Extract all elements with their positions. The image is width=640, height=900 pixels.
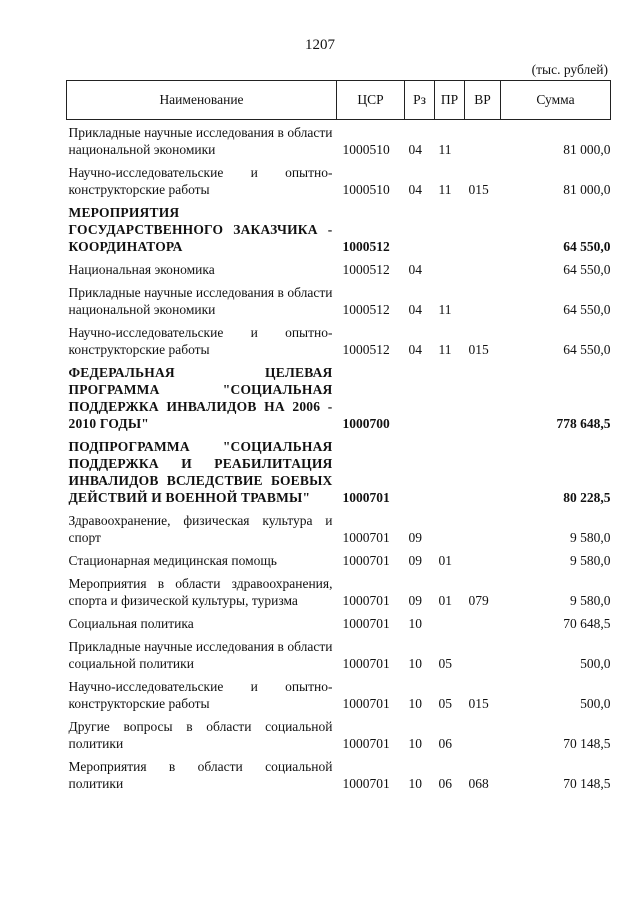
row-csr: 1000701 [342,553,390,568]
table-body [67,120,611,795]
row-rz: 10 [408,616,422,631]
row-sum: 64 550,0 [563,262,611,277]
row-rz: 09 [408,553,422,568]
row-pr [435,360,465,434]
row-vr [465,200,501,257]
row-sum: 81 000,0 [563,182,611,197]
row-pr [435,611,465,634]
table-row [67,611,611,634]
row-csr: 1000512 [342,302,390,317]
table-row [67,257,611,280]
row-vr [465,714,501,754]
row-sum: 500,0 [580,696,611,711]
row-csr: 1000701 [342,490,390,505]
row-rz [405,360,435,434]
row-vr [465,508,501,548]
row-name: МЕРОПРИЯТИЯ ГОСУДАРСТВЕННОГО ЗАКАЗЧИКА - КООРДИНАТОРА [68,205,333,254]
row-vr [465,120,501,161]
row-name: Социальная политика [68,616,194,631]
table-row [67,714,611,754]
row-sum: 9 580,0 [570,553,611,568]
table-row [67,360,611,434]
row-csr: 1000701 [342,776,390,791]
row-pr: 11 [438,142,452,157]
row-vr [465,257,501,280]
row-vr [465,634,501,674]
row-name: Мероприятия в области социальной политики [68,759,333,791]
row-name: Научно-исследовательские и опытно-конструкторские работы [68,679,333,711]
table-row [67,508,611,548]
header-vr: ВР [465,81,501,120]
row-rz: 10 [408,656,422,671]
row-sum: 64 550,0 [563,302,611,317]
row-csr: 1000512 [342,262,390,277]
row-sum: 81 000,0 [563,142,611,157]
row-name: Прикладные научные исследования в области национальной экономики [68,125,333,157]
row-vr [465,611,501,634]
row-rz [405,434,435,508]
row-vr [465,548,501,571]
row-pr: 06 [438,776,452,791]
header-csr: ЦСР [337,81,405,120]
table-row [67,320,611,360]
row-vr: 015 [468,342,489,357]
row-rz: 04 [408,342,422,357]
row-rz [405,200,435,257]
row-pr: 05 [438,656,452,671]
row-pr: 01 [438,553,452,568]
row-csr: 1000701 [342,736,390,751]
row-pr: 06 [438,736,452,751]
row-sum: 778 648,5 [556,416,611,431]
table-row [67,754,611,794]
units-label: (тыс. рублей) [531,62,608,77]
row-name: Стационарная медицинская помощь [68,553,277,568]
table-row [67,571,611,611]
row-rz: 09 [408,530,422,545]
row-sum: 9 580,0 [570,593,611,608]
row-rz: 10 [408,776,422,791]
row-name: Прикладные научные исследования в области национальной экономики [68,285,333,317]
row-pr: 11 [438,342,452,357]
row-csr: 1000701 [342,593,390,608]
budget-table [66,80,611,794]
row-sum: 500,0 [580,656,611,671]
row-rz: 09 [408,593,422,608]
table-row [67,280,611,320]
row-vr: 079 [468,593,489,608]
row-vr [465,360,501,434]
row-pr [435,434,465,508]
row-vr: 068 [468,776,489,791]
row-vr [465,280,501,320]
row-rz: 10 [408,696,422,711]
row-name: Другие вопросы в области социальной политики [68,719,333,751]
row-name: ФЕДЕРАЛЬНАЯ ЦЕЛЕВАЯ ПРОГРАММА "СОЦИАЛЬНАЯ ПОДДЕРЖКА ИНВАЛИДОВ НА 2006 - 2010 ГОДЫ" [68,365,333,431]
header-pr: ПР [435,81,465,120]
row-pr [435,508,465,548]
table-row [67,634,611,674]
row-csr: 1000510 [342,142,390,157]
row-name: Научно-исследовательские и опытно-конструкторские работы [68,165,333,197]
row-rz: 04 [408,302,422,317]
row-vr [465,434,501,508]
table-row [67,674,611,714]
row-csr: 1000701 [342,616,390,631]
row-csr: 1000701 [342,656,390,671]
row-name: Национальная экономика [68,262,215,277]
row-rz: 04 [408,142,422,157]
table-row [67,200,611,257]
header-sum: Сумма [501,81,611,120]
row-sum: 64 550,0 [563,239,611,254]
row-csr: 1000701 [342,530,390,545]
row-name: Научно-исследовательские и опытно-конструкторские работы [68,325,333,357]
row-csr: 1000700 [342,416,390,431]
row-name: Прикладные научные исследования в области социальной политики [68,639,333,671]
row-csr: 1000701 [342,696,390,711]
table-row [67,160,611,200]
row-pr: 11 [438,182,452,197]
row-vr: 015 [468,696,489,711]
row-csr: 1000510 [342,182,390,197]
table-header [67,81,611,120]
table-row [67,434,611,508]
row-pr [435,200,465,257]
table-row [67,120,611,161]
row-pr: 01 [438,593,452,608]
header-name: Наименование [67,81,337,120]
row-rz: 04 [408,262,422,277]
row-rz: 04 [408,182,422,197]
row-sum: 80 228,5 [563,490,611,505]
row-vr: 015 [468,182,489,197]
row-pr: 11 [438,302,452,317]
row-sum: 64 550,0 [563,342,611,357]
row-sum: 70 148,5 [563,776,611,791]
row-sum: 70 648,5 [563,616,611,631]
table-row [67,548,611,571]
row-rz: 10 [408,736,422,751]
page-number: 1207 [305,37,335,53]
header-rz: Рз [405,81,435,120]
row-pr: 05 [438,696,452,711]
row-sum: 9 580,0 [570,530,611,545]
row-pr [435,257,465,280]
row-name: ПОДПРОГРАММА "СОЦИАЛЬНАЯ ПОДДЕРЖКА И РЕАБИЛИТАЦИЯ ИНВАЛИДОВ ВСЛЕДСТВИЕ БОЕВЫХ ДЕЙСТВИЙ И ВОЕННОЙ ТРАВМЫ" [68,439,333,505]
row-csr: 1000512 [342,239,390,254]
row-sum: 70 148,5 [563,736,611,751]
row-csr: 1000512 [342,342,390,357]
row-name: Здравоохранение, физическая культура и спорт [68,513,333,545]
row-name: Мероприятия в области здравоохранения, спорта и физической культуры, туризма [68,576,333,608]
